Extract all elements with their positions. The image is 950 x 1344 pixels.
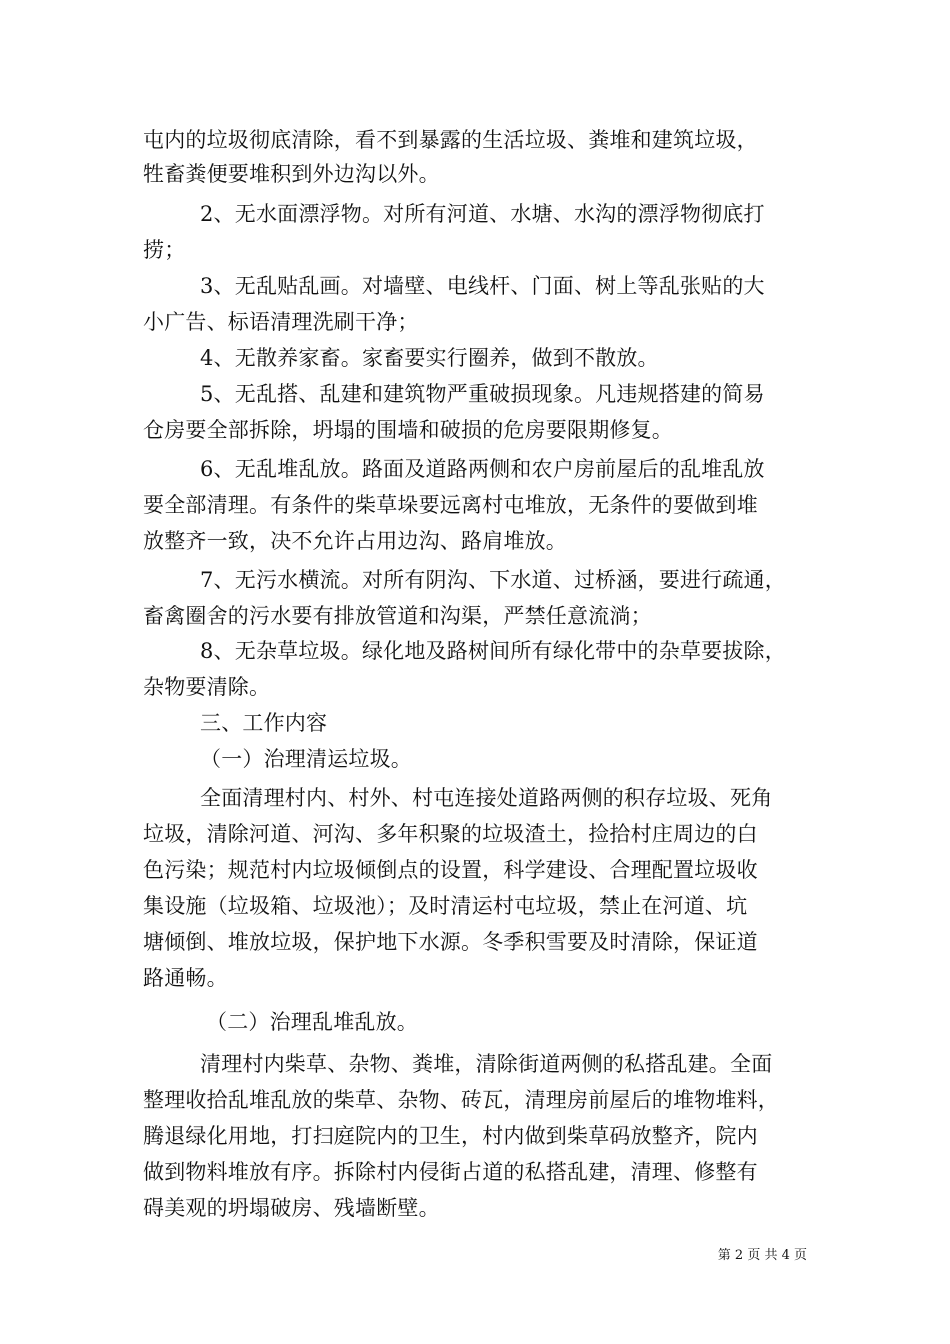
text-line: 塘倾倒、堆放垃圾，保护地下水源。冬季积雪要及时清除，保证道	[143, 930, 758, 954]
subsection-heading: （一）治理清运垃圾。	[200, 747, 412, 771]
text-line: 仓房要全部拆除，坍塌的围墙和破损的危房要限期修复。	[143, 418, 673, 442]
text-line: 8、无杂草垃圾。绿化地及路树间所有绿化带中的杂草要拔除，	[200, 639, 786, 663]
text-line: 小广告、标语清理洗刷干净；	[143, 310, 419, 334]
text-line: 5、无乱搭、乱建和建筑物严重破损现象。凡违规搭建的简易	[200, 382, 765, 406]
text-line: 7、无污水横流。对所有阴沟、下水道、过桥涵，要进行疏通，	[200, 568, 786, 592]
text-line: 3、无乱贴乱画。对墙壁、电线杆、门面、树上等乱张贴的大	[200, 274, 765, 298]
text-line: 牲畜粪便要堆积到外边沟以外。	[143, 162, 440, 186]
text-line: 畜禽圈舍的污水要有排放管道和沟渠，严禁任意流淌；	[143, 604, 652, 628]
section-heading: 三、工作内容	[200, 711, 328, 735]
text-line: 色污染；规范村内垃圾倾倒点的设置，科学建设、合理配置垃圾收	[143, 858, 758, 882]
text-line: 要全部清理。有条件的柴草垛要远离村屯堆放，无条件的要做到堆	[143, 493, 758, 517]
text-line: 路通畅。	[143, 966, 228, 990]
text-line: 放整齐一致，决不允许占用边沟、路肩堆放。	[143, 529, 567, 553]
text-line: 碍美观的坍塌破房、残墙断壁。	[143, 1196, 440, 1220]
subsection-heading: （二）治理乱堆乱放。	[206, 1010, 418, 1034]
text-line: 全面清理村内、村外、村屯连接处道路两侧的积存垃圾、死角	[200, 786, 773, 810]
text-line: 腾退绿化用地，打扫庭院内的卫生，村内做到柴草码放整齐，院内	[143, 1124, 758, 1148]
text-line: 杂物要清除。	[143, 675, 271, 699]
text-line: 做到物料堆放有序。拆除村内侵街占道的私搭乱建，清理、修整有	[143, 1160, 758, 1184]
page-number: 第 2 页 共 4 页	[717, 1248, 807, 1263]
text-line: 清理村内柴草、杂物、粪堆，清除街道两侧的私搭乱建。全面	[200, 1052, 773, 1076]
text-line: 整理收拾乱堆乱放的柴草、杂物、砖瓦，清理房前屋后的堆物堆料，	[143, 1088, 779, 1112]
text-line: 捞；	[143, 238, 186, 262]
text-line: 4、无散养家畜。家畜要实行圈养，做到不散放。	[200, 346, 659, 370]
text-line: 垃圾，清除河道、河沟、多年积聚的垃圾渣土，捡拾村庄周边的白	[143, 822, 758, 846]
text-line: 屯内的垃圾彻底清除，看不到暴露的生活垃圾、粪堆和建筑垃圾，	[143, 128, 758, 152]
text-line: 2、无水面漂浮物。对所有河道、水塘、水沟的漂浮物彻底打	[200, 202, 765, 226]
text-line: 集设施（垃圾箱、垃圾池）；及时清运村屯垃圾，禁止在河道、坑	[143, 894, 748, 918]
text-line: 6、无乱堆乱放。路面及道路两侧和农户房前屋后的乱堆乱放	[200, 457, 765, 481]
